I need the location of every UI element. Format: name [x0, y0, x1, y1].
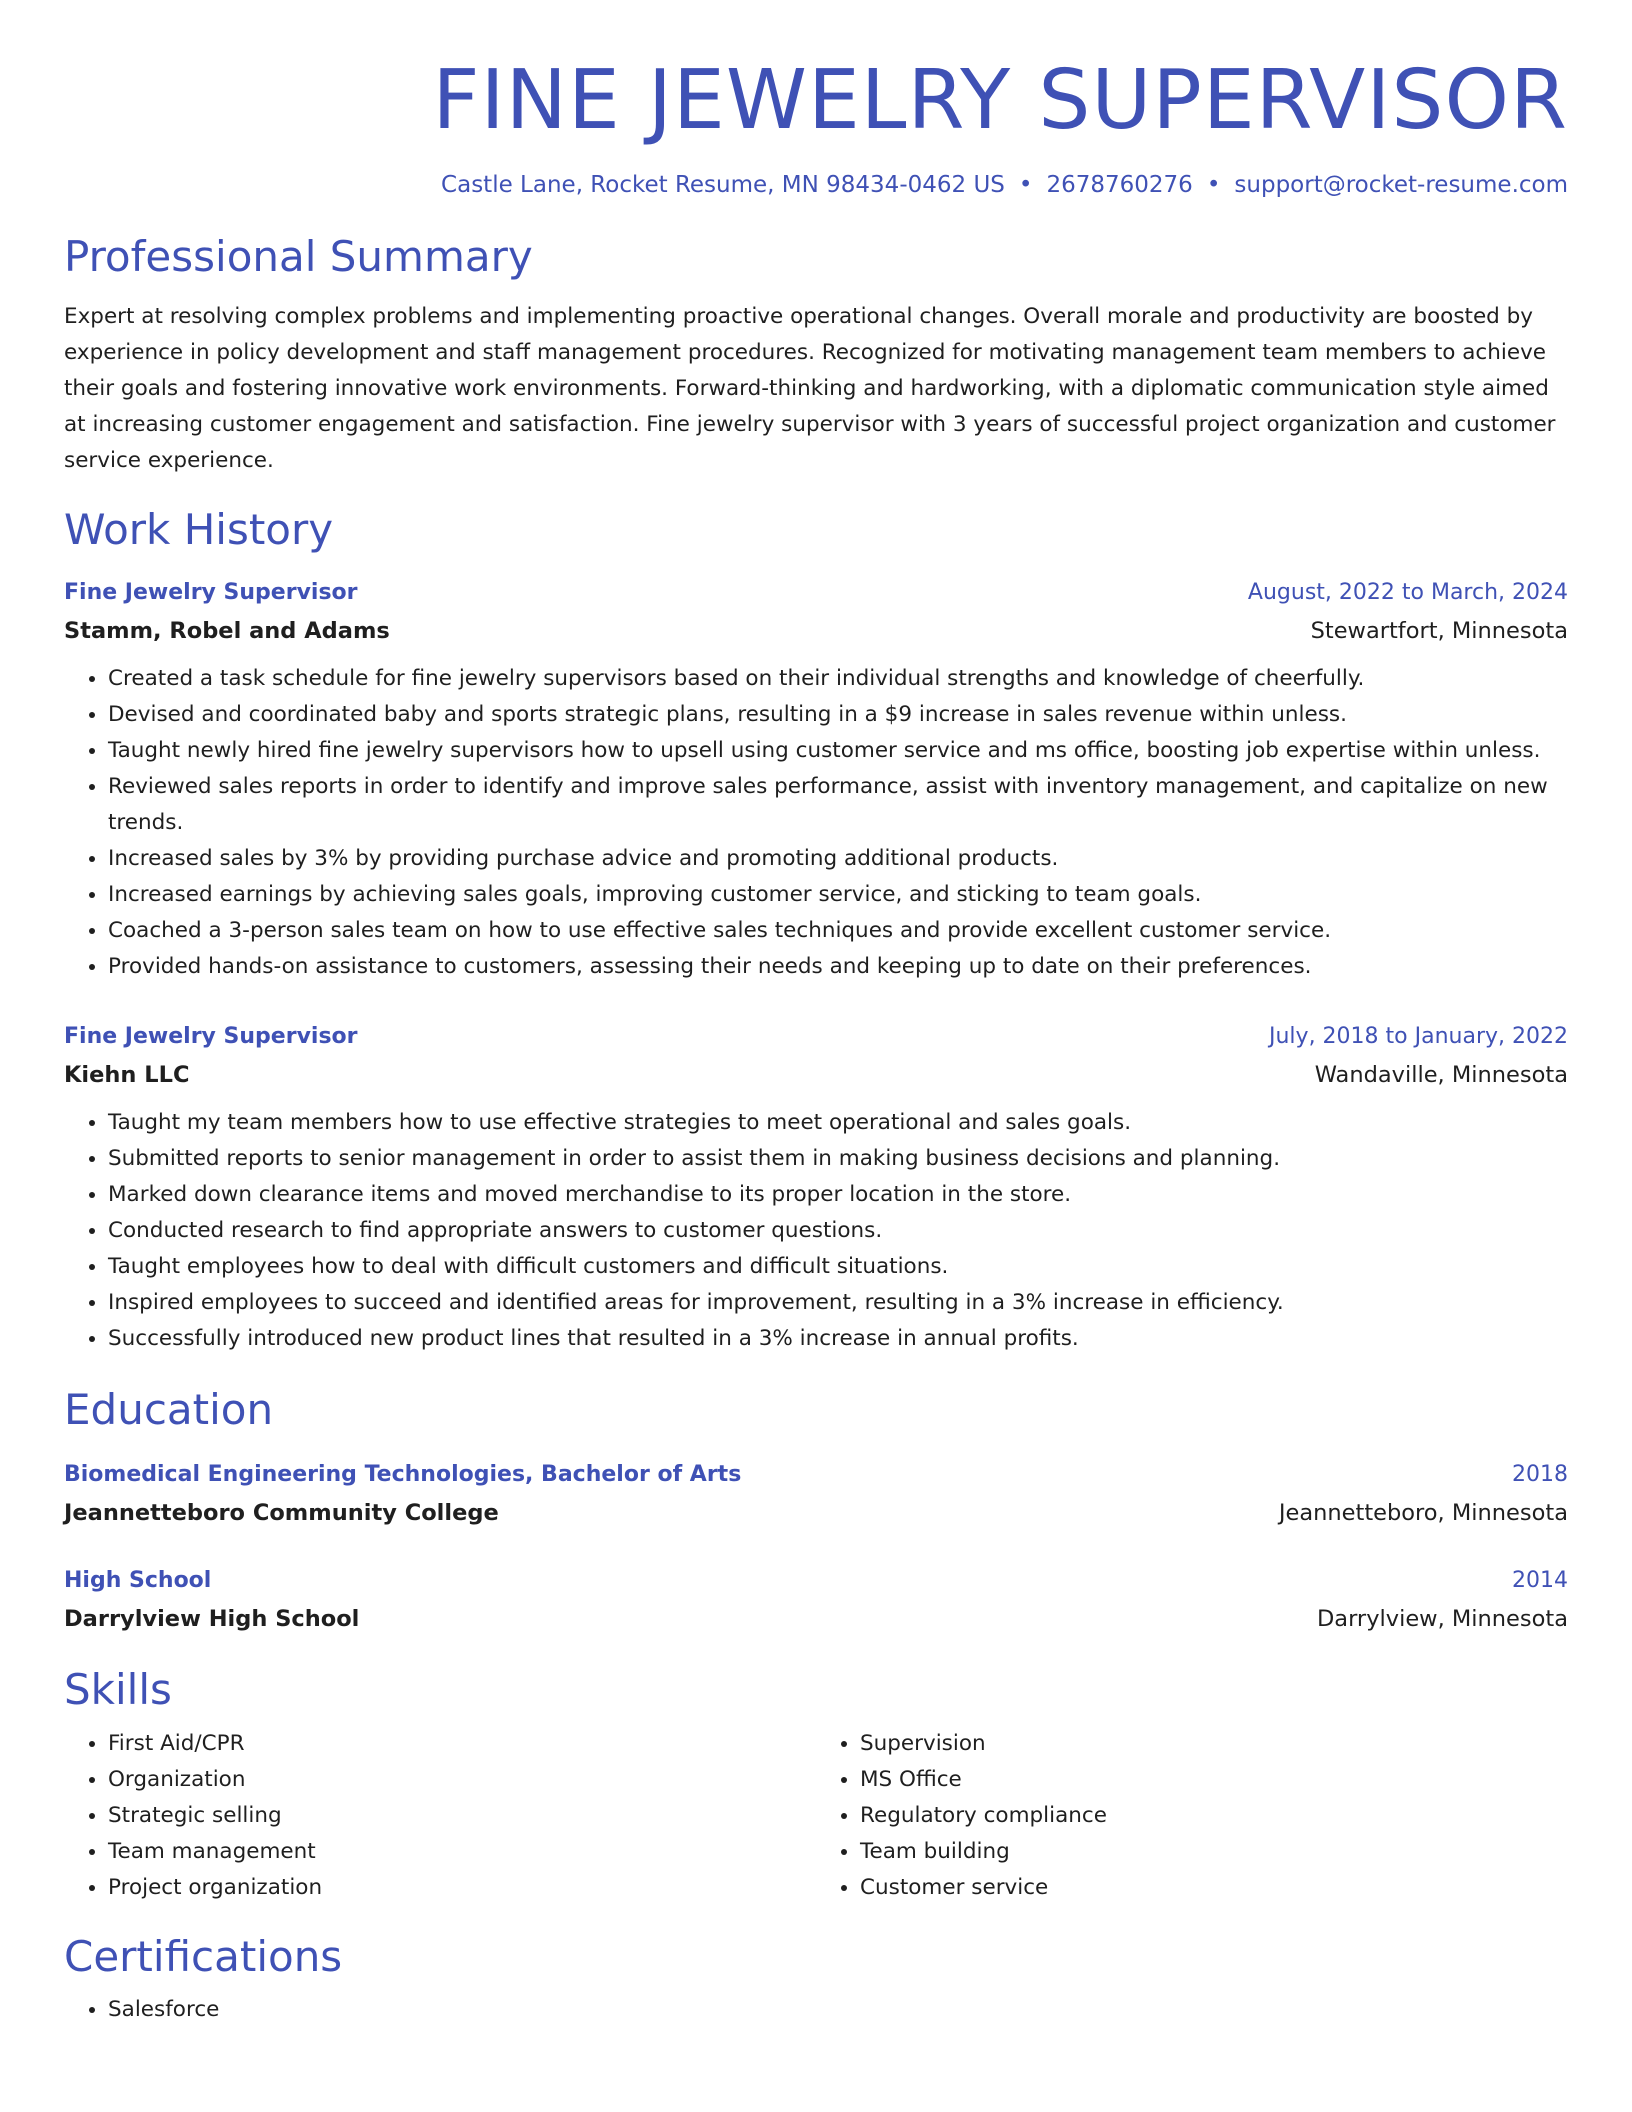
education-heading: Education — [64, 1384, 274, 1434]
skills-grid — [64, 1726, 1568, 1906]
summary-text: Expert at resolving complex problems and implementing proactive operational changes. Overall morale and productivity are boosted by experience in policy development and staff management procedures. Recognized for motivating management team members to achieve their goals and fostering innovative work environments. Forward-thinking and hardworking, with a diplomatic communication style aimed at increasing customer engagement and satisfaction. Fine jewelry supervisor with 3 years of successful project organization and customer service experience. — [64, 303, 1556, 473]
job-entry — [64, 575, 1568, 985]
list-item: • Increased earnings by achieving sales goals, improving customer service, and sticking to team goals. — [108, 877, 1568, 913]
list-item: • Conducted research to find appropriate answers to customer questions. — [108, 1213, 1568, 1249]
job-entry — [64, 1019, 1568, 1357]
education-school: Jeannetteboro Community College — [64, 1500, 499, 1527]
education-school: Darrylview High School — [64, 1606, 360, 1633]
list-item: • Supervision — [860, 1726, 1568, 1762]
list-item: • Organization — [108, 1762, 816, 1798]
list-item: • Increased sales by 3% by providing purchase advice and promoting additional products. — [108, 841, 1568, 877]
job-bullets — [64, 661, 1568, 985]
contact-line — [64, 172, 1568, 198]
job-title: Fine Jewelry Supervisor — [64, 1023, 358, 1049]
list-item: • Taught newly hired fine jewelry supervisors how to upsell using customer service and ms office, boosting job expertise within unless. — [108, 733, 1568, 769]
education-location: Darrylview, Minnesota — [1316, 1606, 1568, 1633]
list-item: • Team management — [108, 1834, 816, 1870]
certifications-list — [64, 1992, 1568, 2028]
list-item: • Created a task schedule for fine jewelry supervisors based on their individual strengths and knowledge of cheerfully. — [108, 661, 1568, 697]
skills-list-left — [64, 1726, 816, 1906]
contact-separator: • — [1018, 172, 1033, 199]
list-item: • Provided hands-on assistance to customers, assessing their needs and keeping up to date on their preferences. — [108, 949, 1568, 985]
list-item: • Salesforce — [108, 1992, 1568, 2028]
list-item: • Taught employees how to deal with difficult customers and difficult situations. — [108, 1249, 1568, 1285]
resume-header — [64, 53, 1568, 199]
list-item: • Customer service — [860, 1870, 1568, 1906]
job-bullets — [64, 1105, 1568, 1357]
resume-name: FINE JEWELRY SUPERVISOR — [432, 53, 1568, 148]
job-dates: July, 2018 to January, 2022 — [1269, 1023, 1568, 1049]
job-location: Wandaville, Minnesota — [1314, 1061, 1568, 1088]
contact-email: support@rocket-resume.com — [1234, 172, 1568, 199]
skills-list-right — [816, 1726, 1568, 1906]
education-entry — [64, 1457, 1568, 1533]
certifications-heading: Certifications — [64, 1931, 343, 1981]
list-item: • Successfully introduced new product lines that resulted in a 3% increase in annual profits. — [108, 1321, 1568, 1357]
education-year: 2018 — [1512, 1462, 1568, 1488]
education-degree: Biomedical Engineering Technologies, Bachelor of Arts — [64, 1462, 742, 1488]
education-entry — [64, 1563, 1568, 1639]
certifications-section — [64, 1932, 1568, 2028]
list-item: • Taught my team members how to use effective strategies to meet operational and sales goals. — [108, 1105, 1568, 1141]
job-title: Fine Jewelry Supervisor — [64, 579, 358, 605]
education-degree: High School — [64, 1568, 212, 1594]
work-history-heading: Work History — [64, 504, 334, 554]
list-item: • Coached a 3-person sales team on how to use effective sales techniques and provide excellent customer service. — [108, 913, 1568, 949]
education-section — [64, 1385, 1568, 1639]
list-item: • Submitted reports to senior management in order to assist them in making business decisions and planning. — [108, 1141, 1568, 1177]
list-item: • Regulatory compliance — [860, 1798, 1568, 1834]
list-item: • Devised and coordinated baby and sports strategic plans, resulting in a $9 increase in sales revenue within unless. — [108, 697, 1568, 733]
list-item: • Inspired employees to succeed and identified areas for improvement, resulting in a 3% increase in efficiency. — [108, 1285, 1568, 1321]
summary-heading: Professional Summary — [64, 232, 533, 282]
contact-address: Castle Lane, Rocket Resume, MN 98434-0462 US — [441, 172, 1005, 199]
list-item: • Marked down clearance items and moved merchandise to its proper location in the store. — [108, 1177, 1568, 1213]
job-company: Stamm, Robel and Adams — [64, 617, 390, 644]
contact-separator: • — [1206, 172, 1221, 199]
list-item: • Strategic selling — [108, 1798, 816, 1834]
skills-section — [64, 1665, 1568, 1905]
summary-section — [64, 232, 1568, 478]
job-dates: August, 2022 to March, 2024 — [1247, 579, 1568, 605]
job-company: Kiehn LLC — [64, 1061, 190, 1088]
list-item: • MS Office — [860, 1762, 1568, 1798]
education-year: 2014 — [1512, 1568, 1568, 1594]
skills-heading: Skills — [64, 1665, 172, 1715]
contact-phone: 2678760276 — [1046, 172, 1193, 199]
job-location: Stewartfort, Minnesota — [1310, 617, 1568, 644]
list-item: • Reviewed sales reports in order to identify and improve sales performance, assist with inventory management, and capitalize on new trends. — [108, 769, 1568, 841]
work-history-section — [64, 505, 1568, 1357]
list-item: • Project organization — [108, 1870, 816, 1906]
list-item: • Team building — [860, 1834, 1568, 1870]
list-item: • First Aid/CPR — [108, 1726, 816, 1762]
education-location: Jeannetteboro, Minnesota — [1278, 1500, 1568, 1527]
